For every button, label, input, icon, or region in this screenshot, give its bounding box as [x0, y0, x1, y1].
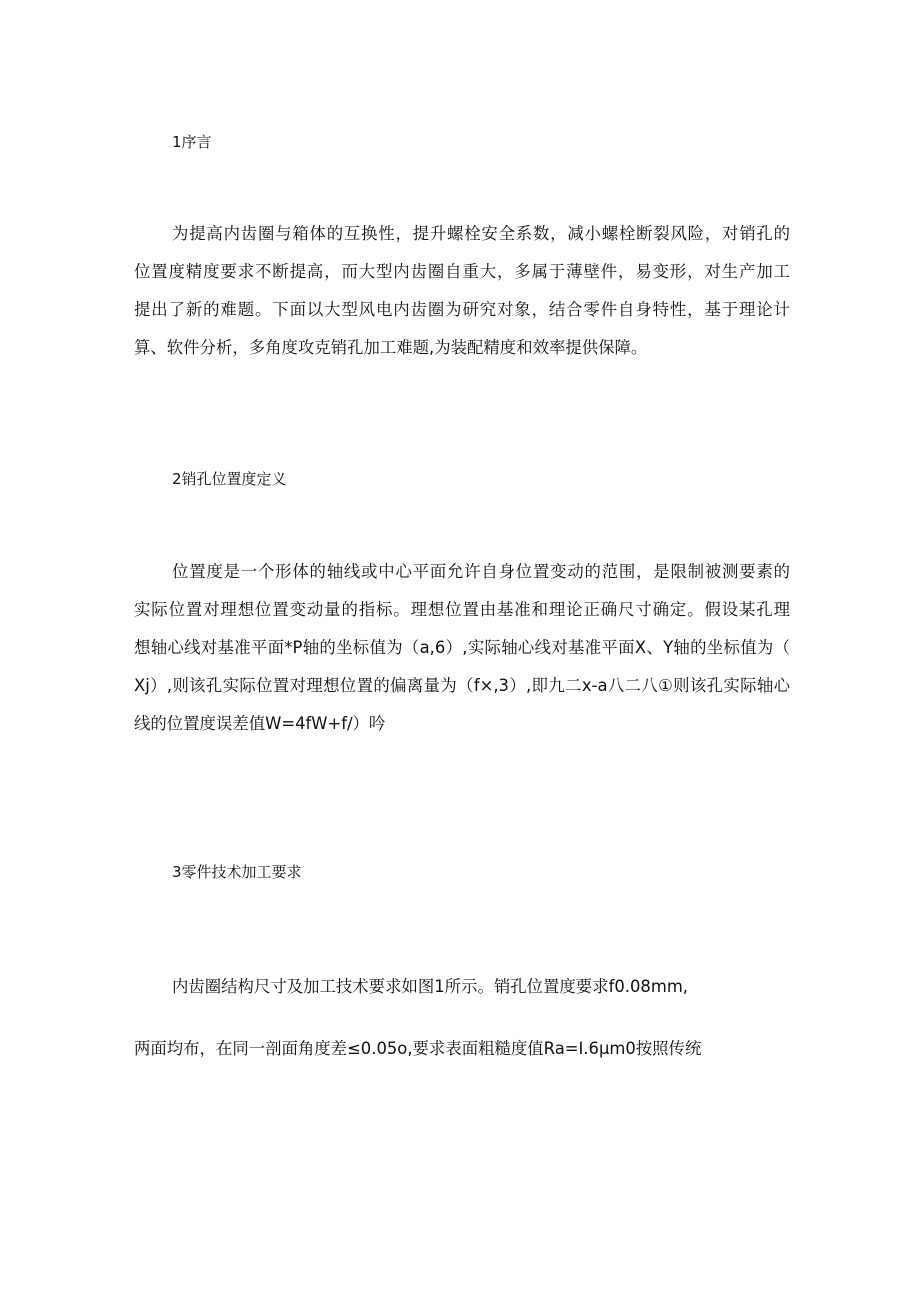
- paragraph-line: 线的位置度误差值W=4fW+f∕）吟: [134, 714, 386, 733]
- paragraph-line: 算、软件分析，多角度攻克销孔加工难题,为装配精度和效率提供保障。: [134, 338, 648, 357]
- section-heading-preface: 1序言: [172, 133, 212, 151]
- paragraph-preface: [134, 215, 790, 367]
- paragraph-line: 内齿圈结构尺寸及加工技术要求如图1所示。销孔位置度要求f0.08mm,: [172, 977, 688, 996]
- paragraph-line: 位置度是一个形体的轴线或中心平面允许自身位置变动的范围，是限制被测要素的: [172, 562, 790, 581]
- section-heading-pin-hole-position: 2销孔位置度定义: [172, 470, 287, 488]
- paragraph-line: Xj）,则该孔实际位置对理想位置的偏离量为（f×,3）,即九二x-a八二八①则该孔实际轴心: [134, 676, 790, 695]
- paragraph-line: 提出了新的难题。下面以大型风电内齿圈为研究对象，结合零件自身特性，基于理论计: [134, 300, 790, 319]
- paragraph-line: 位置度精度要求不断提高，而大型内齿圈自重大，多属于薄壁件，易变形，对生产加工: [134, 262, 790, 281]
- section-heading-technical-requirements: 3零件技术加工要求: [172, 863, 302, 881]
- paragraph-position-definition: [134, 553, 790, 743]
- paragraph-line: 两面均布，在同一剖面角度差≤0.05o,要求表面粗糙度值Ra=I.6μm0按照传统: [134, 1039, 702, 1058]
- paragraph-technical-requirements: [134, 968, 790, 1092]
- paragraph-line: 想轴心线对基准平面*P轴的坐标值为（a,6）,实际轴心线对基准平面X、Y轴的坐标值为（: [134, 638, 790, 657]
- paragraph-line: 实际位置对理想位置变动量的指标。理想位置由基准和理论正确尺寸确定。假设某孔理: [134, 600, 790, 619]
- paragraph-line: 为提高内齿圈与箱体的互换性，提升螺栓安全系数，减小螺栓断裂风险，对销孔的: [172, 224, 790, 243]
